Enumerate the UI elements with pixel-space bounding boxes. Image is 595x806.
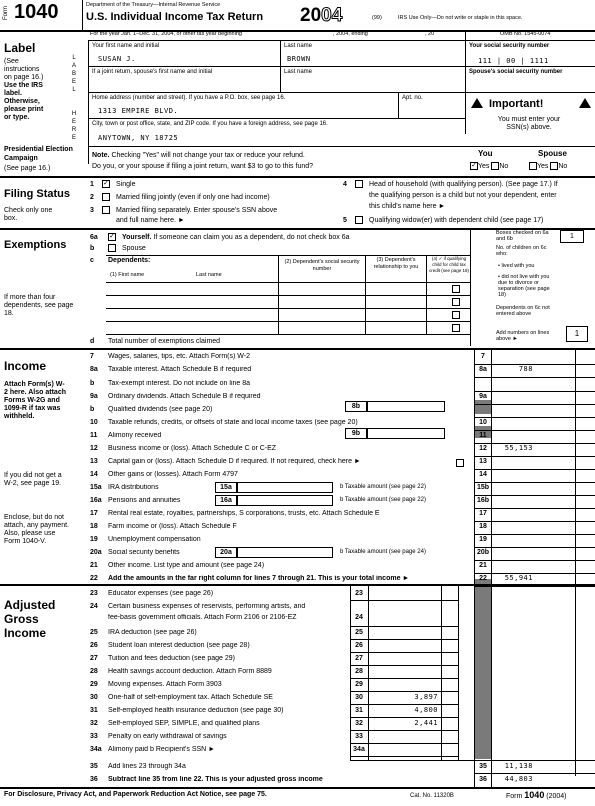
first-name-field[interactable]: SUSAN J.: [98, 55, 136, 63]
spouse-ssn-label: Spouse's social security number: [469, 69, 563, 75]
right-didnot: • did not live with you due to divorce or separation (see page 18): [498, 274, 550, 298]
form-code: (99): [372, 15, 382, 21]
filing-label: Single: [116, 181, 136, 188]
income-line-number: 20a: [90, 549, 102, 556]
campaign-you-no-checkbox[interactable]: [491, 162, 499, 170]
line-36-box: 36: [479, 776, 487, 783]
dependents-label: Dependents:: [108, 257, 151, 264]
vertical-letter: A: [71, 63, 76, 69]
department-text: Department of the Treasury—Internal Revenue Service: [86, 2, 221, 8]
agi-line-number: 29: [90, 681, 98, 688]
home-address-field[interactable]: 1313 EMPIRE BLVD.: [98, 107, 179, 115]
income-line-number: 11: [90, 432, 98, 439]
line-36-number: 36: [90, 776, 98, 783]
filing-number: 3: [90, 207, 94, 214]
income-attach-forms: Attach Form(s) W-2 here. Also attach Forms W-2G and 1099-R if tax was withheld.: [4, 381, 66, 420]
first-name-label: Your first name and initial: [92, 43, 160, 49]
income-line-amount[interactable]: 55,153: [504, 444, 533, 452]
last-name-field[interactable]: BROWN: [287, 55, 311, 63]
filing-label: and full name here. ►: [116, 217, 185, 224]
tax-year-mid: , 2004, ending: [333, 31, 368, 37]
dep-qualifying-checkbox[interactable]: [452, 298, 460, 306]
warning-triangle-icon-right: [579, 98, 591, 108]
warning-triangle-icon: [471, 98, 483, 108]
no-label: No: [499, 162, 509, 170]
important-box: [467, 96, 595, 142]
agi-line-number: 24: [90, 603, 98, 610]
income-no-w2: If you did not get a W-2, see page 19.: [4, 472, 62, 487]
exemption-yourself-checkbox[interactable]: ✓: [109, 233, 115, 240]
box-20a-field[interactable]: [237, 547, 333, 558]
no-label: No: [558, 162, 568, 170]
agi-line-desc: Health savings account deduction. Attach Form 8889: [108, 668, 272, 675]
important-title: Important!: [489, 98, 544, 110]
income-line-desc: Unemployment compensation: [108, 536, 201, 543]
income-line-desc: Ordinary dividends. Attach Schedule B if required: [108, 393, 261, 400]
agi-line-desc: Alimony paid b Recipient's SSN ►: [108, 746, 216, 753]
income-line-desc: Taxable refunds, credits, or offsets of state and local income taxes (see page 20): [108, 419, 358, 426]
agi-line-number: 30: [90, 694, 98, 701]
income-line-number: 10: [90, 419, 98, 426]
income-line-desc: Other gains or (losses). Attach Form 4797: [108, 471, 238, 478]
box-9b-field[interactable]: [367, 428, 445, 439]
label-use-irs: Use the IRS label. Otherwise, please print or type.: [4, 82, 44, 121]
form-number: 1040: [14, 1, 59, 23]
line-6a-number: 6a: [90, 234, 98, 241]
income-line-number: 15a: [90, 484, 102, 491]
agi-line-box: 30: [355, 694, 363, 701]
income-line-number: 8a: [90, 366, 98, 373]
campaign-spouse-no-checkbox[interactable]: [550, 162, 558, 170]
agi-line-desc: One-half of self-employment tax. Attach Schedule SE: [108, 694, 273, 701]
tax-year-line: [90, 31, 435, 38]
campaign-see-page: (See page 16.): [4, 165, 51, 172]
city-field[interactable]: ANYTOWN, NY 18725: [98, 134, 179, 142]
agi-line-box: 29: [355, 681, 363, 688]
form-header: [0, 0, 595, 30]
campaign-note-1: Note. Checking "Yes" will not change your tax or reduce your refund.: [92, 152, 305, 159]
line-36-desc: Subtract line 35 from line 22. This is your adjusted gross income: [108, 776, 323, 783]
income-line-desc: Tax-exempt interest. Do not include on line 8a: [108, 380, 251, 387]
agi-line-desc: Educator expenses (see page 26): [108, 590, 214, 597]
line-6c-number: c: [90, 257, 94, 264]
box-16a[interactable]: 16a: [215, 495, 237, 506]
income-line-amount[interactable]: 55,941: [504, 574, 533, 582]
exemption-spouse-checkbox[interactable]: [108, 244, 116, 252]
important-text: You must enter your SSN(s) above.: [497, 116, 561, 131]
agi-line-box: 25: [355, 629, 363, 636]
income-line-box: 20b: [476, 549, 490, 556]
income-line-desc: Qualified dividends (see page 20): [108, 406, 213, 413]
agi-line-amount[interactable]: 3,897: [414, 693, 438, 701]
income-line-box: 9a: [479, 393, 487, 400]
agi-line-box: 32: [355, 720, 363, 727]
income-line-amount[interactable]: 788: [518, 365, 533, 373]
vertical-letter: L: [72, 55, 76, 61]
right-lived: • lived with you: [498, 263, 535, 269]
agi-line-box: 23: [355, 590, 363, 597]
income-line-number: 19: [90, 536, 98, 543]
agi-line-number: 34a: [90, 746, 102, 753]
vertical-letter: B: [71, 71, 76, 77]
income-line-desc: Pensions and annuities: [108, 497, 181, 504]
agi-line-number: 28: [90, 668, 98, 675]
income-line-number: 14: [90, 471, 98, 478]
yes-label: Yes: [537, 162, 549, 170]
footer-cat: Cat. No. 11320B: [410, 793, 454, 799]
filing-check-only: Check only one box.: [4, 207, 53, 222]
agi-line-box: 24: [355, 614, 363, 621]
income-line-box: 15b: [476, 484, 490, 491]
income-line-number: 21: [90, 562, 98, 569]
dep-col-ssn: (2) Dependent's social security number: [284, 259, 360, 272]
income-line-box: 10: [479, 419, 487, 426]
income-line-box: 11: [479, 432, 487, 439]
form-label: Form: [3, 6, 9, 20]
income-line-number: 17: [90, 510, 98, 517]
irs-use-only: IRS Use Only—Do not write or staple in this space.: [398, 15, 523, 21]
footer-disclosure: For Disclosure, Privacy Act, and Paperwork Reduction Act Notice, see page 75.: [4, 791, 267, 798]
agi-line-number: 33: [90, 733, 98, 740]
agi-line-amount[interactable]: 2,441: [414, 719, 438, 727]
filing-number: 1: [90, 181, 94, 188]
income-line-desc: Wages, salaries, tips, etc. Attach Form(s) W-2: [108, 353, 250, 360]
agi-line-desc: Penalty on early withdrawal of savings: [108, 733, 227, 740]
box-15a-field[interactable]: [237, 482, 333, 493]
agi-line-number: 23: [90, 590, 98, 597]
income-line-desc: Other income. List type and amount (see page 24): [108, 562, 265, 569]
right-boxes-checked: Boxes checked on 6a and 6b: [496, 230, 549, 242]
line-6d-number: d: [90, 338, 95, 345]
agi-line-number: 32: [90, 720, 98, 727]
right-boxes-value-box[interactable]: 1: [560, 230, 584, 243]
income-line-box: 13: [479, 458, 487, 465]
tax-year: [300, 6, 342, 25]
campaign-heading: Presidential Election Campaign: [4, 146, 73, 162]
footer-form-number: 1040: [524, 790, 545, 800]
agi-line-desc: Self-employed health insurance deduction (see page 30): [108, 707, 284, 714]
line-6a-bold: Yourself.: [122, 234, 152, 241]
city-label: City, town or post office, state, and ZIP code. If you have a foreign address, see page 16.: [92, 121, 328, 127]
agi-line-amount[interactable]: 4,800: [414, 706, 438, 714]
taxable-15b: b Taxable amount (see page 22): [340, 484, 426, 490]
income-line-box: 18: [479, 523, 487, 530]
campaign-spouse-options: [529, 162, 567, 170]
line-35-desc: Add lines 23 through 34a: [108, 763, 186, 770]
agi-line-desc: Student loan interest deduction (see page 28): [108, 642, 250, 649]
vertical-letter: H: [71, 111, 77, 117]
income-line-desc: Business income or (loss). Attach Schedule C or C-EZ: [108, 445, 277, 452]
income-line-box: 22: [479, 575, 487, 582]
income-heading: Income: [4, 359, 47, 373]
agi-line-number: 27: [90, 655, 98, 662]
filing-widow-checkbox[interactable]: [355, 216, 363, 224]
income-line-number: b: [90, 380, 95, 387]
income-line-desc: Capital gain or (loss). Attach Schedule D if required. If not required, check here ►: [108, 458, 361, 465]
right-add-value-box[interactable]: 1: [566, 326, 588, 342]
vertical-letter: E: [71, 135, 76, 141]
income-line-number: b: [90, 406, 95, 413]
vertical-letter: E: [71, 119, 76, 125]
income-line-box: 16b: [476, 497, 490, 504]
ssn-label: Your social security number: [469, 43, 550, 49]
filing-label: Married filing separately. Enter spouse's SSN above: [116, 207, 278, 214]
income-line-desc: IRA distributions: [108, 484, 159, 491]
ssn-field[interactable]: 111 | 00 | 1111: [478, 57, 549, 65]
agi-line-number: 31: [90, 707, 98, 714]
last-name-label: Last name: [284, 43, 313, 49]
vertical-label-text: [70, 54, 78, 94]
box-8b[interactable]: 8b: [345, 401, 367, 412]
income-line-number: 7: [90, 353, 94, 360]
income-line-desc: Social security benefits: [108, 549, 180, 556]
filing-label: Qualifying widow(er) with dependent child (see page 17): [369, 217, 544, 224]
line-36-amount[interactable]: 44,803: [504, 775, 533, 783]
footer-form: [506, 791, 567, 800]
taxable-20b: b Taxable amount (see page 24): [340, 549, 426, 555]
dep-qualifying-checkbox[interactable]: [452, 324, 460, 332]
income-line-number: 12: [90, 445, 98, 452]
line-6b-number: b: [90, 245, 95, 252]
joint-first-name-label: If a joint return, spouse's first name and initial: [92, 69, 213, 75]
dep-qualifying-checkbox[interactable]: [452, 285, 460, 293]
agi-line-desc: Certain business expenses of reservists, performing artists, and: [108, 603, 306, 610]
campaign-note-2: Do you, or your spouse if filing a joint return, want $3 to go to this fund?: [92, 163, 314, 170]
agi-line-box: 28: [355, 668, 363, 675]
filing-label: the qualifying person is a child but not your dependent, enter: [369, 192, 557, 199]
label-see-instructions: (See instructions on page 16.): [4, 58, 44, 81]
filing-separate-checkbox[interactable]: [102, 206, 110, 214]
campaign-you: You: [478, 149, 493, 158]
tax-year-prefix: 20: [300, 5, 322, 26]
exemptions-heading: Exemptions: [4, 239, 67, 251]
line-6a-text: [122, 234, 350, 241]
agi-line-number: 25: [90, 629, 98, 636]
box-16a-field[interactable]: [237, 495, 333, 506]
line-35-number: 35: [90, 763, 98, 770]
box-9b[interactable]: 9b: [345, 428, 367, 439]
filing-single-checkbox[interactable]: ✓: [103, 180, 109, 187]
vertical-letter: E: [71, 79, 76, 85]
right-add-numbers: Add numbers on lines above ►: [496, 330, 550, 342]
line-6d-text: Total number of exemptions claimed: [108, 338, 221, 345]
capital-gain-checkbox[interactable]: [456, 459, 464, 467]
more-than-four: If more than four dependents, see page 18.: [4, 294, 74, 317]
income-line-desc: Farm income or (loss). Attach Schedule F: [108, 523, 237, 530]
vertical-letter: L: [72, 87, 76, 93]
filing-joint-checkbox[interactable]: [102, 193, 110, 201]
agi-line-box: 31: [355, 707, 363, 714]
dep-col-last-name: Last name: [196, 272, 222, 278]
filing-number: 4: [343, 181, 347, 188]
vertical-letter: R: [71, 127, 77, 133]
income-line-box: 8a: [479, 366, 487, 373]
line-35-box: 35: [479, 763, 487, 770]
agi-line-box: 34a: [353, 746, 365, 753]
filing-number: 5: [343, 217, 347, 224]
dep-col-qualifying: (4) ✓ if qualifying child for child tax credit (see page 18): [428, 256, 470, 273]
tax-year-suffix: 04: [321, 5, 343, 26]
agi-line-box: 27: [355, 655, 363, 662]
right-children: No. of children on 6c who:: [496, 245, 547, 257]
label-heading: Label: [4, 41, 36, 55]
income-line-desc: Alimony received: [108, 432, 162, 439]
tax-year-end: , 20: [425, 31, 435, 37]
income-line-box: 12: [479, 445, 487, 452]
filing-number: 2: [90, 194, 94, 201]
agi-line-number: 26: [90, 642, 98, 649]
agi-line-desc: Self-employed SEP, SIMPLE, and qualified plans: [108, 720, 260, 727]
yes-label: Yes: [478, 162, 490, 170]
filing-label: Married filing jointly (even if only one had income): [116, 194, 270, 201]
income-line-number: 16a: [90, 497, 102, 504]
campaign-spouse-yes-checkbox[interactable]: [529, 162, 537, 170]
agi-line-desc: Tuition and fees deduction (see page 29): [108, 655, 235, 662]
income-line-box: 21: [479, 562, 487, 569]
footer-form-label: Form: [506, 793, 523, 800]
dep-col-first-name: (1) First name: [110, 272, 145, 278]
agi-line-desc-2: fee-basis government officials. Attach Form 2106 or 2106-EZ: [108, 614, 297, 621]
income-line-number: 18: [90, 523, 98, 530]
line-35-amount[interactable]: 11,138: [504, 762, 533, 770]
tax-year-beginning: For the year Jan. 1–Dec. 31, 2004, or other tax year beginning: [90, 31, 242, 37]
income-line-box: 17: [479, 510, 487, 517]
dep-qualifying-checkbox[interactable]: [452, 311, 460, 319]
line-6a-desc: If someone can claim you as a dependent, do not check box 6a: [153, 234, 350, 241]
dep-col-relationship: (3) Dependent's relationship to you: [373, 257, 419, 270]
agi-line-box: 33: [355, 733, 363, 740]
income-line-box: 14: [479, 471, 487, 478]
income-line-number: 9a: [90, 393, 98, 400]
apt-label: Apt. no.: [402, 95, 423, 101]
taxable-16b: b Taxable amount (see page 22): [340, 497, 426, 503]
agi-heading: Adjusted Gross Income: [4, 598, 56, 640]
agi-line-desc: IRA deduction (see page 26): [108, 629, 197, 636]
campaign-you-options: [470, 162, 508, 170]
footer-year: (2004): [546, 793, 567, 800]
income-line-number: 22: [90, 575, 98, 582]
income-line-box: 7: [481, 353, 485, 360]
income-line-number: 13: [90, 458, 98, 465]
income-line-box: 19: [479, 536, 487, 543]
income-line-desc: Rental real estate, royalties, partnerships, S corporations, trusts, etc. Attach Schedule E: [108, 510, 380, 517]
box-20a[interactable]: 20a: [215, 547, 237, 558]
line-6b-text: Spouse: [122, 245, 146, 252]
filing-hoh-checkbox[interactable]: [355, 180, 363, 188]
income-enclose: Enclose, but do not attach, any payment. Also, please use Form 1040-V.: [4, 514, 69, 545]
form-title: U.S. Individual Income Tax Return: [86, 11, 264, 23]
omb-number: OMB No. 1545-0074: [500, 31, 551, 37]
box-15a[interactable]: 15a: [215, 482, 237, 493]
filing-label: this child's name here ►: [369, 203, 446, 210]
filing-label: Head of household (with qualifying person). (See page 17.) If: [369, 181, 558, 188]
agi-line-desc: Moving expenses. Attach Form 3903: [108, 681, 222, 688]
joint-last-name-label: Last name: [284, 69, 313, 75]
box-8b-field[interactable]: [367, 401, 445, 412]
income-line-desc: Taxable interest. Attach Schedule B if required: [108, 366, 252, 373]
campaign-you-yes-checkbox[interactable]: ✓: [471, 162, 477, 169]
vertical-here-text: [70, 110, 78, 142]
home-address-label: Home address (number and street). If you have a P.O. box, see page 16.: [92, 95, 286, 101]
income-line-desc: Add the amounts in the far right column for lines 7 through 21. This is your total income ►: [108, 575, 410, 582]
filing-status-heading: Filing Status: [4, 188, 70, 200]
campaign-spouse: Spouse: [538, 149, 567, 158]
agi-line-box: 26: [355, 642, 363, 649]
right-dependents-6c: Dependents on 6c not entered above: [496, 305, 550, 317]
